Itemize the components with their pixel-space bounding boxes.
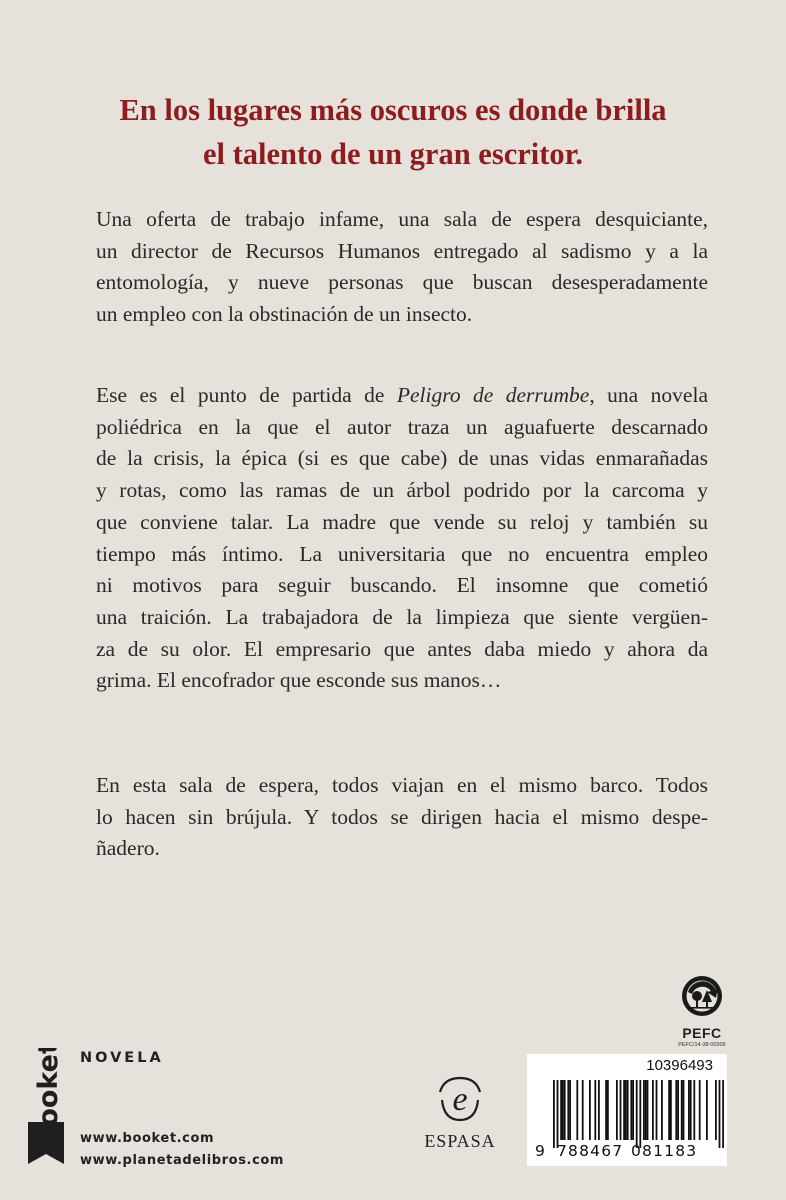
barcode-bar bbox=[706, 1080, 708, 1140]
barcode-bar bbox=[719, 1080, 721, 1148]
barcode-bar bbox=[681, 1080, 683, 1140]
barcode-bar bbox=[656, 1080, 658, 1140]
paragraph-line: y rotas, como las ramas de un árbol podrido por la carcoma y bbox=[96, 478, 708, 503]
pefc-tree-icon bbox=[680, 974, 724, 1018]
barcode-bar bbox=[576, 1080, 578, 1140]
barcode-bar bbox=[722, 1080, 724, 1148]
barcode-bar bbox=[553, 1080, 555, 1148]
booket-logo-icon bbox=[24, 1048, 68, 1166]
paragraph-line: entomología, y nueve personas que buscan desesperadamente bbox=[96, 270, 708, 295]
barcode-bar bbox=[562, 1080, 564, 1140]
tagline-line-2: el talento de un gran escritor. bbox=[202, 137, 584, 171]
barcode-bar bbox=[661, 1080, 663, 1140]
barcode-bar bbox=[582, 1080, 584, 1140]
paragraph-line: grima. El encofrador que esconde sus manos… bbox=[96, 668, 502, 693]
paragraph-line: Una oferta de trabajo infame, una sala de espera desquiciante, bbox=[96, 207, 708, 231]
barcode-bar bbox=[616, 1080, 618, 1140]
barcode-bar bbox=[699, 1080, 701, 1140]
ean-prefix: 9 bbox=[535, 1142, 545, 1160]
barcode-bar bbox=[620, 1080, 622, 1140]
ean-right-group: 081183 bbox=[631, 1142, 698, 1160]
paragraph-line: ni motivos para seguir buscando. El insomne que cometió bbox=[96, 573, 708, 598]
text-run: , una novela bbox=[589, 383, 708, 407]
paragraph-line: En esta sala de espera, todos viajan en el mismo barco. Todos bbox=[96, 773, 708, 797]
paragraph-line: za de su olor. El empresario que antes daba miedo y ahora da bbox=[96, 636, 708, 661]
barcode-bar bbox=[557, 1080, 559, 1148]
barcode-bar bbox=[607, 1080, 609, 1140]
barcode-bar bbox=[670, 1080, 672, 1140]
paragraph-line: tiempo más íntimo. La universitaria que no encuentra empleo bbox=[96, 541, 708, 566]
paragraph-3 bbox=[96, 770, 708, 865]
publisher-urls bbox=[80, 1128, 284, 1172]
paragraph-line: lo hacen sin brújula. Y todos se dirigen hacia el mismo despe- bbox=[96, 804, 708, 829]
barcode-bar bbox=[643, 1080, 645, 1140]
paragraph-2 bbox=[96, 380, 708, 697]
pefc-logo bbox=[666, 974, 738, 1048]
paragraph-line: que conviene talar. La madre que vende su reloj y también su bbox=[96, 509, 708, 534]
booket-logo bbox=[24, 1048, 68, 1166]
barcode-bar bbox=[632, 1080, 634, 1140]
barcode-bar bbox=[630, 1080, 632, 1140]
svg-text:e: e bbox=[452, 1081, 468, 1118]
barcode-bar bbox=[594, 1080, 596, 1140]
barcode-bar bbox=[645, 1080, 647, 1140]
barcode-bar bbox=[625, 1080, 627, 1140]
barcode-bar bbox=[627, 1080, 629, 1140]
barcode-bar bbox=[569, 1080, 571, 1140]
paragraph-line: poliédrica en la que el autor traza un aguafuerte descarnado bbox=[96, 414, 708, 439]
barcode-bar bbox=[683, 1080, 685, 1140]
barcode-bar bbox=[652, 1080, 654, 1140]
book-title: Peligro de derrumbe bbox=[396, 383, 590, 407]
paragraph-line: una traición. La trabajadora de la limpieza que siente vergüen- bbox=[96, 604, 708, 629]
barcode-bar bbox=[693, 1080, 695, 1140]
barcode-bar bbox=[647, 1080, 649, 1140]
barcode-bar bbox=[567, 1080, 569, 1140]
barcode-bar bbox=[639, 1080, 641, 1148]
publisher-name: ESPASA bbox=[424, 1131, 496, 1151]
paragraph-line bbox=[96, 380, 708, 412]
paragraph-line: un empleo con la obstinación de un insecto. bbox=[96, 302, 473, 327]
text-run: Ese es el punto de partida de bbox=[96, 383, 397, 407]
barcode-bar bbox=[677, 1080, 679, 1140]
espasa-e-icon bbox=[434, 1072, 486, 1124]
barcode-bar bbox=[623, 1080, 625, 1140]
barcode-bar bbox=[668, 1080, 670, 1140]
pefc-label: PEFC bbox=[682, 1025, 722, 1041]
barcode-bar bbox=[598, 1080, 600, 1140]
tagline-line-1: En los lugares más oscuros es donde brilla bbox=[119, 93, 667, 127]
barcode-bar bbox=[589, 1080, 591, 1140]
barcode-bar bbox=[564, 1080, 566, 1140]
barcode-bar bbox=[636, 1080, 638, 1148]
ean-left-group: 788467 bbox=[557, 1142, 624, 1160]
barcode-bar bbox=[675, 1080, 677, 1140]
booket-logo-text: booket bbox=[33, 1048, 64, 1146]
barcode-bar bbox=[688, 1080, 690, 1140]
url-booket[interactable]: www.booket.com bbox=[80, 1131, 215, 1146]
paragraph-line: un director de Recursos Humanos entregado al sadismo y a la bbox=[96, 238, 708, 263]
tagline bbox=[0, 88, 786, 176]
espasa-logo bbox=[410, 1072, 510, 1152]
url-planeta[interactable]: www.planetadelibros.com bbox=[80, 1153, 285, 1168]
genre-label: NOVELA bbox=[80, 1050, 164, 1066]
paragraph-1 bbox=[96, 204, 708, 331]
barcode-bar bbox=[715, 1080, 717, 1140]
barcode-bar bbox=[690, 1080, 692, 1140]
paragraph-line: de la crisis, la épica (si es que cabe) de unas vidas enmarañadas bbox=[96, 446, 708, 471]
pefc-code: PEFC/14-38-00305 bbox=[678, 1042, 726, 1048]
internal-code: 10396493 bbox=[646, 1057, 713, 1074]
barcode bbox=[527, 1054, 727, 1166]
barcode-bar bbox=[605, 1080, 607, 1140]
paragraph-line: ñadero. bbox=[96, 836, 160, 861]
barcode-bar bbox=[560, 1080, 562, 1140]
